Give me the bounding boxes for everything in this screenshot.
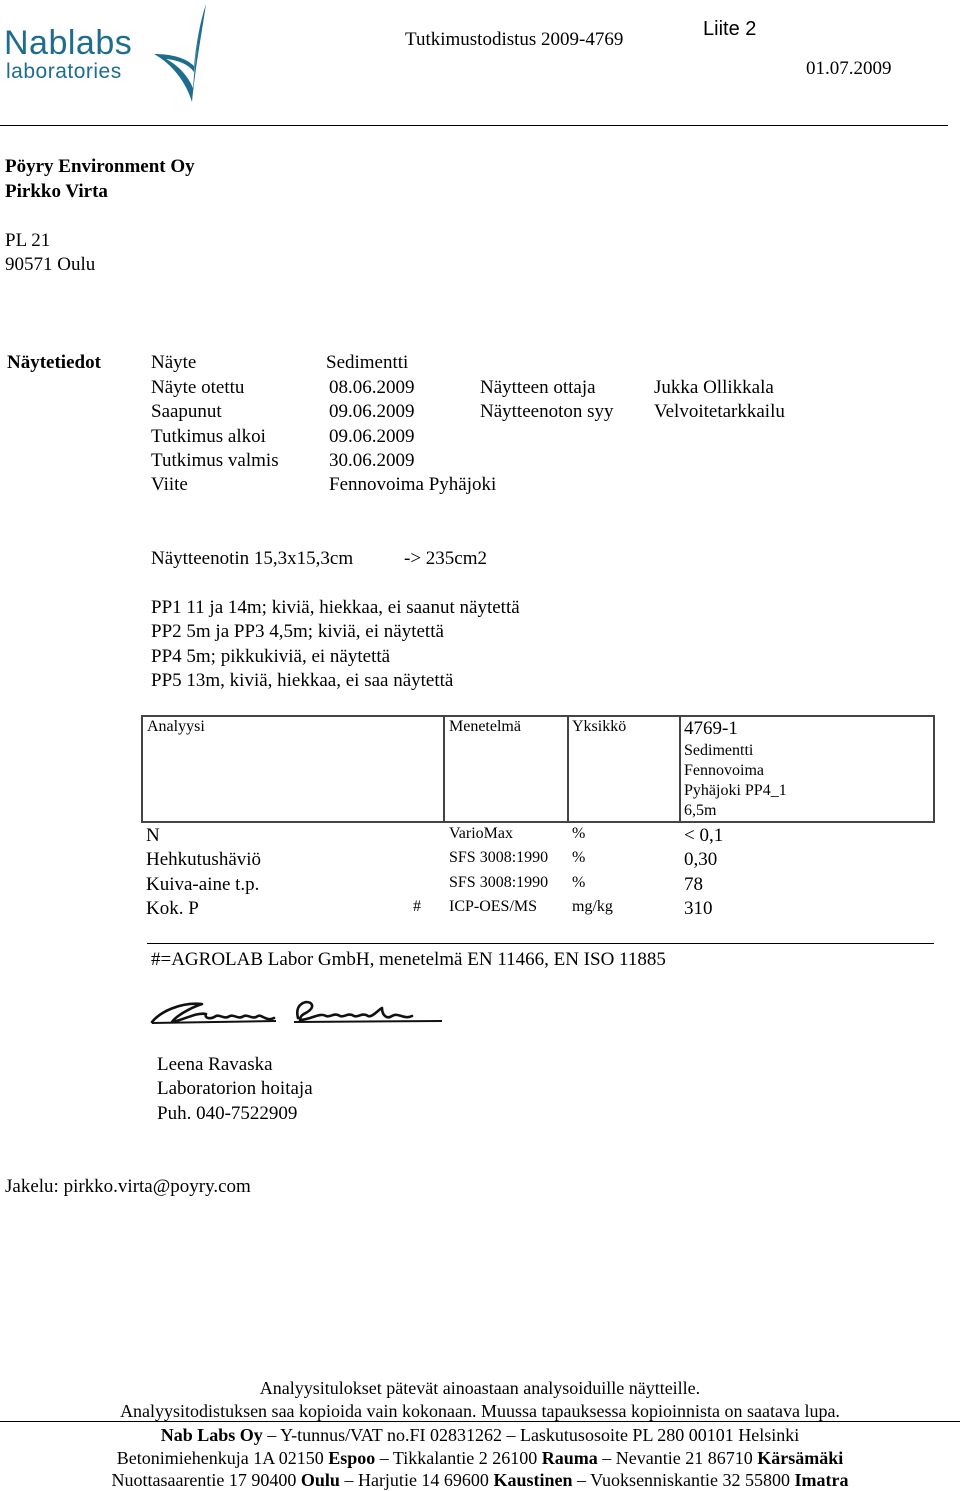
logo-subtitle: laboratories (6, 60, 122, 83)
sample-info-value-2: Jukka Ollikkala (654, 377, 774, 398)
attachment-label: Liite 2 (703, 18, 757, 40)
sample-info-value: 30.06.2009 (329, 450, 415, 471)
signer-title: Laboratorion hoitaja (157, 1078, 313, 1099)
footer-city: Rauma (541, 1448, 598, 1468)
note-line: PP4 5m; pikkukiviä, ei näytettä (151, 646, 391, 667)
sample-info-value: 09.06.2009 (329, 401, 415, 422)
row-unit: % (572, 825, 586, 842)
footer-divider (0, 1421, 960, 1422)
row-value: < 0,1 (684, 825, 724, 846)
recipient-address-2: 90571 Oulu (5, 254, 96, 275)
footer-company-line (0, 1425, 960, 1446)
row-method: VarioMax (449, 825, 513, 842)
row-method: ICP-OES/MS (449, 898, 538, 915)
row-value: 310 (684, 898, 713, 919)
footer-address-line-1 (0, 1448, 960, 1469)
footer-validity-2: Analyysitodistuksen saa kopioida vain kokonaan. Muussa tapauksessa kopioinnista on saatava lupa. (120, 1401, 840, 1421)
row-analysis: Hehkutushäviö (146, 849, 262, 870)
note-line: PP5 13m, kiviä, hiekkaa, ei saa näytettä (151, 670, 454, 691)
sampler-area: -> 235cm2 (404, 548, 488, 569)
handwritten-signature (150, 998, 446, 1028)
table-header-unit: Yksikkö (572, 718, 627, 735)
sample-info-label: Tutkimus valmis (151, 450, 279, 471)
document-date: 01.07.2009 (806, 58, 892, 79)
logo-swoosh-icon (146, 2, 212, 106)
sample-desc-line: Fennovoima (684, 762, 764, 779)
sample-info-value: Sedimentti (326, 352, 409, 373)
sample-desc-line: 6,5m (684, 802, 717, 819)
logo-name: Nablabs (4, 24, 133, 62)
footer-city: Imatra (794, 1470, 849, 1490)
recipient-person: Pirkko Virta (5, 181, 108, 202)
signer-phone: Puh. 040-7522909 (157, 1103, 298, 1124)
footer-address-text: Betonimiehenkuja 1A 02150 (116, 1448, 329, 1468)
signer-name: Leena Ravaska (157, 1054, 273, 1075)
recipient-address-1: PL 21 (5, 230, 51, 251)
row-unit: % (572, 849, 586, 866)
footer-validity-1: Analyysitulokset pätevät ainoastaan analysoiduille näytteille. (259, 1378, 701, 1398)
row-value: 0,30 (684, 849, 718, 870)
sample-info-heading: Näytetiedot (7, 352, 101, 373)
sample-info-label: Saapunut (151, 401, 222, 422)
distribution-line: Jakelu: pirkko.virta@poyry.com (5, 1176, 251, 1197)
sample-info-value-2: Velvoitetarkkailu (654, 401, 785, 422)
table-footnote-divider (147, 943, 934, 944)
table-footnote: #=AGROLAB Labor GmbH, menetelmä EN 11466, EN ISO 11885 (151, 949, 666, 970)
sample-info-label: Tutkimus alkoi (151, 426, 266, 447)
footer-city: Espoo (328, 1448, 376, 1468)
footer-address-text: – Vuoksenniskantie 32 55800 (572, 1470, 795, 1490)
sample-info-value: 09.06.2009 (329, 426, 415, 447)
sample-desc-line: Pyhäjoki PP4_1 (684, 782, 787, 799)
sample-info-label-2: Näytteen ottaja (480, 377, 596, 398)
footer-city: Oulu (300, 1470, 340, 1490)
sample-info-label: Viite (151, 474, 188, 495)
row-unit: mg/kg (572, 898, 613, 915)
sample-info-label: Näyte otettu (151, 377, 245, 398)
sample-info-label: Näyte (151, 352, 197, 373)
row-analysis: Kuiva-aine t.p. (146, 874, 260, 895)
sampler-label: Näytteenotin 15,3x15,3cm (151, 548, 354, 569)
table-header-analysis: Analyysi (147, 718, 205, 735)
note-line: PP2 5m ja PP3 4,5m; kiviä, ei näytettä (151, 621, 444, 642)
row-analysis: N (146, 825, 160, 846)
footer-company-details: – Y-tunnus/VAT no.FI 02831262 – Laskutusosoite PL 280 00101 Helsinki (262, 1425, 800, 1445)
row-unit: % (572, 874, 586, 891)
footer-city: Kaustinen (493, 1470, 573, 1490)
footer-address-text: – Harjutie 14 69600 (339, 1470, 494, 1490)
header-divider (0, 125, 948, 126)
nablabs-logo (4, 2, 214, 106)
table-header-method: Menetelmä (449, 718, 521, 735)
document-title: Tutkimustodistus 2009-4769 (405, 29, 624, 50)
row-mark: # (413, 898, 421, 915)
footer-city: Kärsämäki (757, 1448, 844, 1468)
sample-info-label-2: Näytteenoton syy (480, 401, 614, 422)
row-analysis: Kok. P (146, 898, 199, 919)
sample-info-value: 08.06.2009 (329, 377, 415, 398)
footer-address-text: – Tikkalantie 2 26100 (375, 1448, 542, 1468)
footer-company-name: Nab Labs Oy (160, 1425, 263, 1445)
note-line: PP1 11 ja 14m; kiviä, hiekkaa, ei saanut näytettä (151, 597, 520, 618)
sample-info-value: Fennovoima Pyhäjoki (329, 474, 497, 495)
row-value: 78 (684, 874, 703, 895)
sample-desc-line: Sedimentti (684, 742, 754, 759)
footer-address-text: Nuottasaarentie 17 90400 (111, 1470, 301, 1490)
row-method: SFS 3008:1990 (449, 874, 549, 891)
row-method: SFS 3008:1990 (449, 849, 549, 866)
recipient-company: Pöyry Environment Oy (5, 156, 195, 177)
table-header-sample-id: 4769-1 (684, 718, 738, 739)
footer-address-text: – Nevantie 21 86710 (597, 1448, 758, 1468)
footer-address-line-2 (0, 1470, 960, 1491)
